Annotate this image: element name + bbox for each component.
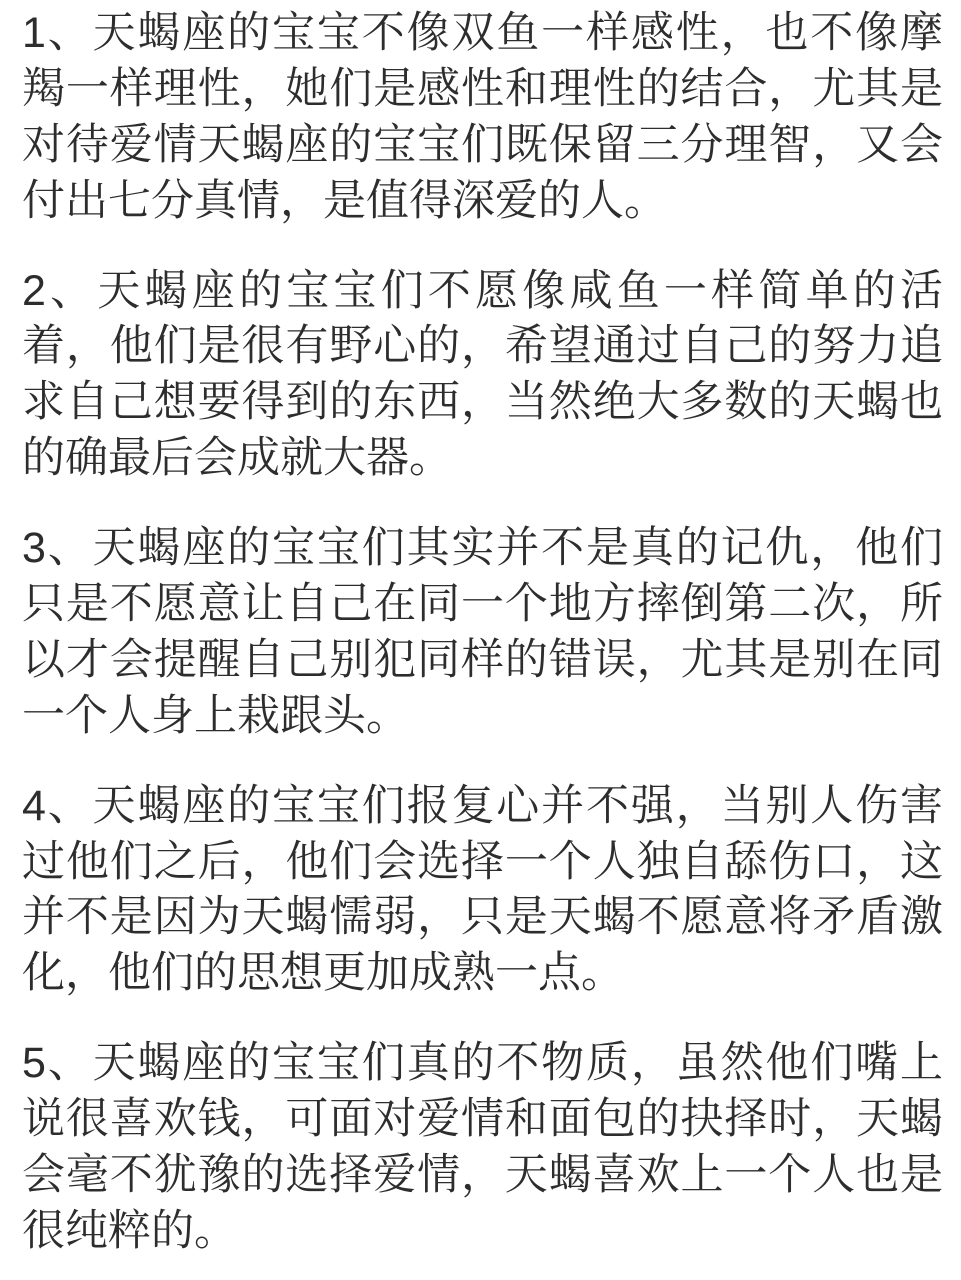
paragraph-4: 4、天蝎座的宝宝们报复心并不强，当别人伤害过他们之后，他们会选择一个人独自舔伤口，这并不是因为天蝎懦弱，只是天蝎不愿意将矛盾激化，他们的思想更加成熟一点。 <box>22 781 943 998</box>
paragraph-2: 2、天蝎座的宝宝们不愿像咸鱼一样简单的活着，他们是很有野心的，希望通过自己的努力追求自己想要得到的东西，当然绝大多数的天蝎也的确最后会成就大器。 <box>22 266 943 483</box>
paragraph-3: 3、天蝎座的宝宝们其实并不是真的记仇，他们只是不愿意让自己在同一个地方摔倒第二次，所以才会提醒自己别犯同样的错误，尤其是别在同一个人身上栽跟头。 <box>22 524 943 740</box>
paragraph-1: 1、天蝎座的宝宝不像双鱼一样感性，也不像摩羯一样理性，她们是感性和理性的结合，尤其是对待爱情天蝎座的宝宝们既保留三分理智，又会付出七分真情，是值得深爱的人。 <box>22 9 943 225</box>
paragraph-5: 5、天蝎座的宝宝们真的不物质，虽然他们嘴上说很喜欢钱，可面对爱情和面包的抉择时，天蝎会毫不犹豫的选择爱情，天蝎喜欢上一个人也是很纯粹的。 <box>22 1039 943 1255</box>
